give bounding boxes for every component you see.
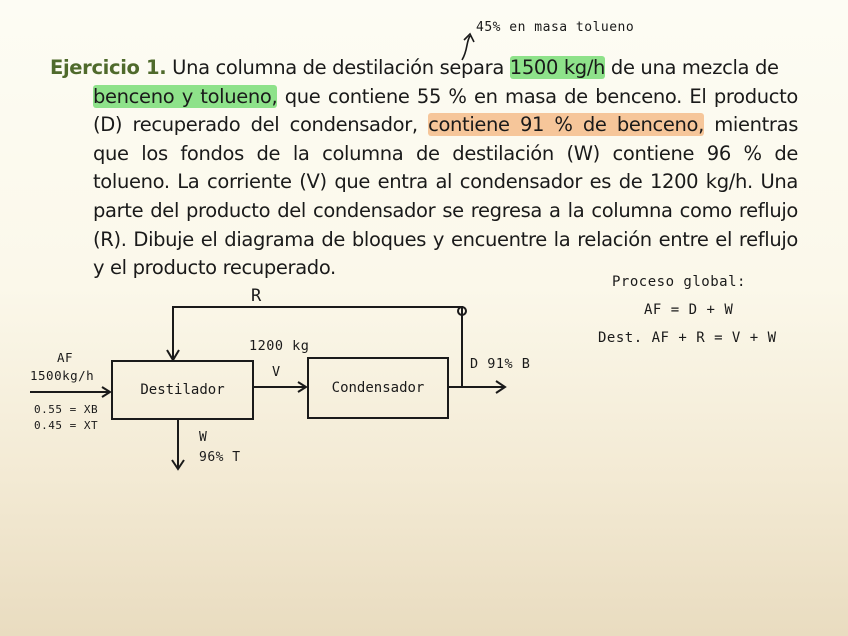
distiller-block (111, 360, 254, 420)
highlight-feed-rate: 1500 kg/h (509, 56, 606, 79)
global-balance-title: Proceso global: (612, 274, 746, 290)
feed-xb-label: 0.55 = XB (34, 403, 99, 416)
distiller-label: Destilador (140, 382, 225, 398)
exercise-text-4: mientras que los fondos de la columna de destilación (W) contiene 96 % de tolueno. La corriente (V) que entra al condensador es de 1200 kg/h. Una parte del producto del condensador se regresa a la columna como reflujo (R). Dibuje el diagrama de bloques y encuentre la relación entre el reflujo y el producto recuperado. (93, 113, 798, 280)
exercise-text-3: que contiene 55 % en masa de benceno. El producto (D) recuperado del condensador, (93, 84, 798, 137)
exercise-text-2: de una mezcla de (605, 56, 779, 79)
reflux-line (173, 307, 462, 358)
highlight-mixture: benceno y tolueno, (93, 84, 278, 108)
bottoms-label: W (199, 430, 208, 445)
distiller-balance-equation: Dest. AF + R = V + W (598, 330, 777, 346)
vapor-flow-label: 1200 kg (249, 338, 310, 354)
highlight-product-composition: contiene 91 % de benceno, (428, 113, 704, 137)
reflux-label: R (251, 286, 262, 306)
bottoms-composition-label: 96% T (199, 450, 241, 465)
exercise-heading: Ejercicio 1. (50, 56, 167, 79)
condenser-block (307, 357, 449, 419)
feed-xt-label: 0.45 = XT (34, 419, 99, 432)
feed-flow-label: 1500kg/h (30, 368, 95, 383)
handwritten-note-top: 45% en masa tolueno (476, 20, 635, 35)
feed-label: AF (57, 350, 74, 365)
condenser-label: Condensador (331, 380, 425, 396)
note-arrow-icon (462, 36, 470, 60)
vapor-label: V (272, 364, 281, 380)
product-label: D 91% B (470, 356, 531, 372)
global-balance-equation: AF = D + W (644, 302, 734, 318)
exercise-text-1: Una columna de destilación separa (166, 56, 510, 79)
